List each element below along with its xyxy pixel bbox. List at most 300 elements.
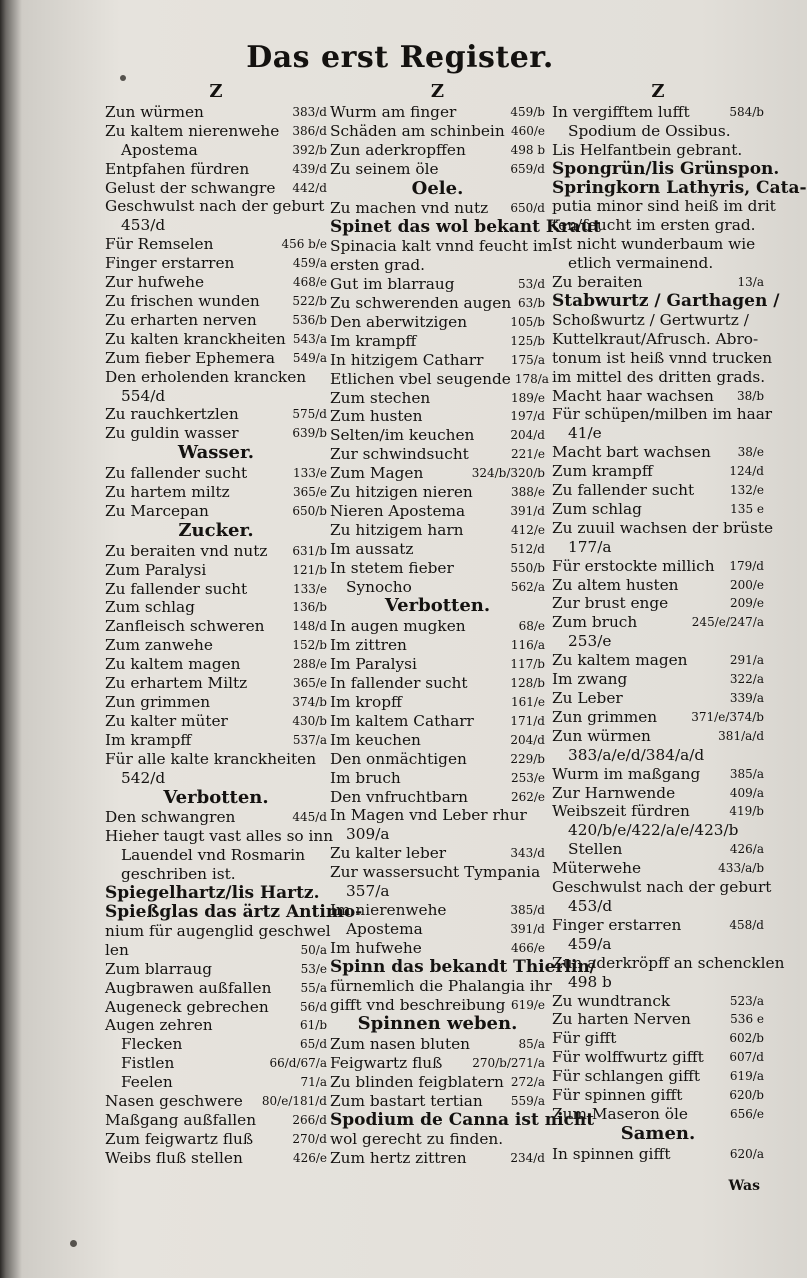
entry-headword <box>105 901 363 922</box>
page-reference: 175/a <box>510 352 545 367</box>
page-reference: 536/b <box>292 312 327 327</box>
index-entry <box>105 1016 327 1035</box>
entry-text: Zu kaltem magen <box>105 655 241 674</box>
page-reference: 161/e <box>510 695 545 709</box>
index-entry <box>330 1035 545 1054</box>
page-reference: 584/b <box>729 104 764 119</box>
index-column-1 <box>105 81 363 1168</box>
page-reference: 466/e <box>510 940 545 955</box>
index-entry <box>330 351 545 370</box>
page-reference: 105/b <box>510 314 545 329</box>
entry-text: Zum krampff <box>552 462 653 481</box>
entry-text: Für spinnen gifft <box>552 1086 683 1105</box>
entry-text: Augeneck gebrechen <box>105 997 269 1016</box>
page-reference: 152/b <box>292 638 327 653</box>
index-entry <box>552 405 773 424</box>
entry-text: Zur Harnwende <box>552 783 676 802</box>
index-entry <box>330 578 545 597</box>
page-reference: 523/a <box>729 993 764 1008</box>
entry-text: Zu fallender sucht <box>552 481 695 500</box>
page-reference: 339/a <box>729 691 764 705</box>
index-entry <box>105 561 327 580</box>
page-reference: 135 e <box>730 501 764 516</box>
index-entry <box>105 827 334 846</box>
page-reference: 288/e <box>292 657 327 672</box>
index-entry <box>552 368 764 387</box>
entry-text: Im krampff <box>330 331 417 350</box>
page-reference: 388/e <box>510 485 545 500</box>
page-reference: 512/d <box>510 541 545 556</box>
entry-text: Zur wassersucht Tympania <box>330 863 541 882</box>
index-entry <box>105 1035 327 1054</box>
page-ref-continuation: 453/d <box>121 216 166 235</box>
index-entry <box>552 1105 764 1124</box>
page-reference: 365/e <box>292 485 327 500</box>
page-title: Das erst Register. <box>246 40 554 75</box>
index-entry <box>330 1073 545 1092</box>
entry-text: Schäden am schinbein <box>330 121 505 140</box>
entry-text: Den vnfruchtbarn <box>330 787 468 806</box>
index-entry <box>330 559 545 578</box>
entry-text: Zum Magen <box>330 464 424 483</box>
index-entry <box>330 256 545 275</box>
page-reference: 80/e/181/d <box>261 1094 327 1109</box>
index-entry <box>552 1067 764 1086</box>
index-entry <box>105 674 327 693</box>
index-entry <box>552 613 764 632</box>
page-reference: 136/b <box>292 600 327 615</box>
entry-text: Zu fallender sucht <box>105 464 248 483</box>
page-reference: 53/d <box>518 277 545 292</box>
index-column-3 <box>552 81 807 1164</box>
entry-text: Im aussatz <box>330 539 414 558</box>
entry-text: Zum stechen <box>330 388 431 407</box>
entry-text: Zum bastart tertian <box>330 1092 483 1111</box>
index-entry <box>552 651 764 670</box>
page-reference: 132/e <box>729 483 764 498</box>
page-reference: 133/e <box>292 581 327 596</box>
page-reference: 63/b <box>518 295 545 310</box>
index-entry <box>552 878 772 897</box>
index-entry <box>330 617 545 636</box>
entry-text: Flecken <box>121 1035 183 1054</box>
entry-text: Zum Maseron öle <box>552 1104 688 1123</box>
index-entry <box>330 160 545 179</box>
entry-text: In spinnen gifft <box>552 1144 671 1163</box>
section-heading: Verbotten. <box>163 786 269 808</box>
entry-text: Maßgang außfallen <box>105 1110 257 1129</box>
index-entry <box>552 500 764 519</box>
index-entry <box>105 979 327 998</box>
entry-text: Im zwang <box>552 670 628 689</box>
page-reference: 38/e <box>737 445 764 460</box>
entry-headword <box>552 290 780 311</box>
ink-spot <box>120 75 126 81</box>
page-reference: 537/a <box>292 732 327 747</box>
page-reference: 562/a <box>510 579 545 594</box>
index-entry <box>330 655 545 674</box>
catchword: Was <box>728 1178 760 1194</box>
page-reference: 322/a <box>729 672 764 687</box>
page-reference: 178/a <box>514 371 549 386</box>
index-entry <box>330 750 545 769</box>
index-entry <box>552 348 773 368</box>
entry-text: wol gerecht zu finden. <box>330 1129 504 1148</box>
index-entry <box>330 540 545 559</box>
section-heading: Z <box>651 81 665 102</box>
entry-text: Zu frischen wunden <box>105 291 260 310</box>
page-reference: 189/e <box>510 390 545 405</box>
entry-headword <box>330 217 601 238</box>
entry-text: Zu fallender sucht <box>105 579 248 598</box>
page-reference: 391/d <box>510 921 545 936</box>
index-entry <box>330 976 552 996</box>
page-reference: 117/b <box>510 657 545 672</box>
entry-text: In vergifftem lufft <box>552 102 690 121</box>
entry-text: Feigwartz fluß <box>330 1054 443 1073</box>
page-reference: 374/b <box>292 695 327 709</box>
entry-text: Apostema <box>346 919 423 938</box>
page-reference: 381/a/d <box>718 728 764 743</box>
page-reference: 549/a <box>292 350 327 365</box>
page-reference: 430/b <box>292 713 327 728</box>
entry-text: Spießglas das ärtz Antimo- <box>105 901 363 922</box>
ink-spot <box>70 1240 77 1247</box>
index-entry <box>105 330 327 349</box>
entry-text: Springkorn Lathyris, Cata- <box>552 177 807 198</box>
entry-text: Weibs fluß stellen <box>105 1148 243 1167</box>
page-reference: 209/e <box>729 596 764 611</box>
index-entry <box>105 693 327 712</box>
entry-text: Nieren Apostema <box>330 501 466 520</box>
page-reference: 125/b <box>510 333 545 348</box>
page-reference: 65/d <box>300 1037 327 1052</box>
page-reference: 171/d <box>510 713 545 728</box>
index-entry <box>552 859 764 878</box>
entry-text: In hitzigem Catharr <box>330 350 484 369</box>
index-entry <box>552 122 764 141</box>
page-reference: 419/b <box>729 804 764 819</box>
entry-text: Zur brust enge <box>552 594 669 613</box>
entry-text: fürnemlich die Phalangia ihr <box>330 976 552 995</box>
entry-headword <box>330 1109 595 1130</box>
entry-text: Lis Helfantbein gebrant. <box>552 140 743 159</box>
entry-text: Kuttelkraut/Afrusch. Abro- <box>552 329 759 348</box>
index-entry <box>552 765 764 784</box>
entry-text: etlich vermainend. <box>568 254 714 273</box>
page-reference: 121/b <box>292 562 327 577</box>
entry-text: Zu seinem öle <box>330 159 439 178</box>
index-entry <box>330 636 545 655</box>
entry-text: Macht haar wachsen <box>552 386 714 405</box>
page-reference: 38/b <box>737 388 764 403</box>
page-reference: 498 b <box>510 142 545 157</box>
index-entry <box>330 483 545 502</box>
index-entry <box>330 445 545 464</box>
entry-text: Zu kalten kranckheiten <box>105 329 286 348</box>
entry-text: Zu erhartem Miltz <box>105 674 248 693</box>
page-reference: 291/a <box>729 653 764 668</box>
entry-text: Fistlen <box>121 1054 175 1073</box>
page-reference: 458/d <box>729 917 764 932</box>
entry-text: Zu Marcepan <box>105 501 209 520</box>
page-reference: 607/d <box>729 1050 764 1065</box>
page-reference: 204/d <box>510 732 545 747</box>
page-reference: 124/d <box>729 464 764 479</box>
page-reference: 433/a/b <box>718 861 764 876</box>
index-entry <box>552 727 764 746</box>
page-reference: 272/a <box>510 1075 545 1090</box>
entry-text: Im zittren <box>330 636 407 655</box>
index-entry <box>552 1010 764 1029</box>
index-entry <box>105 998 327 1017</box>
entry-text: Gut im blarraug <box>330 275 455 294</box>
entry-text: Spodium de Canna ist nicht <box>330 1109 595 1130</box>
page-reference: 133/e <box>292 466 327 481</box>
index-entry <box>552 235 764 254</box>
index-entry <box>330 674 545 693</box>
entry-text: Ist nicht wunderbaum wie <box>552 235 756 254</box>
index-entry <box>105 349 327 368</box>
entry-text: Zum schlag <box>105 598 195 617</box>
entry-text: Den onmächtigen <box>330 749 467 768</box>
entry-text: Zu hitzigen nieren <box>330 483 473 502</box>
index-entry <box>330 731 545 750</box>
index-entry <box>330 332 545 351</box>
index-entry <box>105 235 327 254</box>
entry-text: Für alle kalte kranckheiten <box>105 749 317 768</box>
entry-text: Augbrawen außfallen <box>105 978 272 997</box>
entry-text: Geschwulst nach der geburt <box>552 878 772 897</box>
page-reference: 324/b/320/b <box>471 466 545 481</box>
index-entry <box>105 712 327 731</box>
index-entry <box>552 103 764 122</box>
page-ref-continuation: 542/d <box>121 768 166 787</box>
entry-text: putia minor sind heiß im drit <box>552 197 776 216</box>
index-entry <box>330 275 545 294</box>
index-entry <box>330 1054 545 1073</box>
page-ref-continuation: 177/a <box>568 537 612 556</box>
index-entry <box>105 960 327 979</box>
page-reference: 128/b <box>510 676 545 691</box>
index-entry <box>552 840 764 859</box>
entry-text: Im keuchen <box>330 730 421 749</box>
entry-text: Zu kalter leber <box>330 844 447 863</box>
index-entry <box>552 576 764 595</box>
section-heading: Spinnen weben. <box>357 1013 518 1035</box>
page-reference: 385/d <box>510 902 545 917</box>
index-entry <box>552 462 764 481</box>
index-entry <box>330 939 545 958</box>
entry-text: Zu beraiten vnd nutz <box>105 541 268 560</box>
index-entry <box>105 1073 327 1092</box>
index-entry <box>105 424 327 443</box>
entry-headword <box>552 158 780 179</box>
entry-text: tonum ist heiß vnnd trucken <box>552 348 773 367</box>
index-entry <box>330 1149 545 1168</box>
index-entry <box>330 693 545 712</box>
index-entry <box>552 992 764 1011</box>
page-reference: 409/a <box>729 785 764 800</box>
index-entry <box>105 197 327 216</box>
index-entry <box>330 103 545 122</box>
entry-text: Spiegelhartz/lis Hartz. <box>105 883 320 904</box>
index-entry <box>105 141 327 160</box>
entry-text: Zur hufwehe <box>105 273 205 292</box>
entry-text: Zun grimmen <box>552 707 658 726</box>
index-entry <box>105 254 327 273</box>
index-entry <box>552 708 764 727</box>
entry-text: Zu beraiten <box>552 273 643 292</box>
index-entry <box>330 464 545 483</box>
page-reference: 221/e <box>510 447 545 462</box>
entry-text: Für gifft <box>552 1029 617 1048</box>
page-reference: 650/b <box>292 503 327 518</box>
page-reference: 148/d <box>292 619 327 634</box>
entry-text: In Magen vnd Leber rhur <box>330 806 527 825</box>
index-entry <box>105 655 327 674</box>
index-entry <box>330 313 545 332</box>
entry-text: Spinet das wol bekant Kraut <box>330 217 601 238</box>
page-reference: 200/e <box>729 577 764 592</box>
page-reference: 385/a <box>729 766 764 781</box>
page-reference: 197/d <box>510 409 545 424</box>
entry-text: Zum Paralysi <box>105 560 207 579</box>
page-reference: 619/a <box>729 1069 764 1084</box>
page-ref-continuation: 554/d <box>121 386 166 405</box>
entry-text: Apostema <box>121 140 198 159</box>
page-reference: 53/e <box>300 961 327 976</box>
page-reference: 619/e <box>510 997 545 1012</box>
page-reference: 602/b <box>729 1031 764 1046</box>
index-entry <box>330 122 545 141</box>
entry-text: Im kaltem Catharr <box>330 711 474 730</box>
page-reference: 536 e <box>730 1012 764 1027</box>
index-entry <box>552 670 764 689</box>
page-reference: 66/d/67/a <box>269 1056 327 1071</box>
index-entry <box>105 483 327 502</box>
page-reference: 383/d <box>292 104 327 119</box>
entry-text: Wurm im maßgang <box>552 764 701 783</box>
page-reference: 550/b <box>510 560 545 575</box>
entry-text: Schoßwurtz / Gertwurtz / <box>552 310 749 329</box>
entry-text: In fallender sucht <box>330 674 468 693</box>
entry-text: Nasen geschwere <box>105 1092 243 1111</box>
index-entry <box>105 368 327 387</box>
page-reference: 445/d <box>292 810 327 825</box>
entry-text: Zanfleisch schweren <box>105 617 265 636</box>
page-reference: 412/e <box>510 522 545 537</box>
page-reference: 262/e <box>510 789 545 804</box>
index-entry <box>105 542 327 561</box>
index-entry <box>330 141 545 160</box>
page-ref-continuation: 498 b <box>568 972 612 991</box>
section-heading: Z <box>209 81 223 102</box>
entry-text: Zu kaltem nierenwehe <box>105 121 280 140</box>
index-entry <box>552 594 764 613</box>
page-ref-continuation: geschriben ist. <box>121 865 236 884</box>
entry-text: Den aberwitzigen <box>330 312 468 331</box>
entry-text: Zum nasen bluten <box>330 1035 471 1054</box>
entry-text: len <box>105 940 129 959</box>
page-reference: 468/e <box>292 275 327 290</box>
index-entry <box>330 901 545 920</box>
index-entry <box>330 369 549 389</box>
index-entry <box>552 557 764 576</box>
index-entry <box>552 481 764 500</box>
entry-text: Zun grimmen <box>105 693 211 711</box>
entry-text: Wurm am finger <box>330 102 457 121</box>
section-heading: Verbotten. <box>384 595 491 617</box>
page-reference: 620/a <box>729 1146 764 1161</box>
index-entry <box>330 199 545 218</box>
page-reference: 55/a <box>300 980 327 995</box>
page-ref-continuation: 357/a <box>346 882 390 901</box>
entry-text: Zum fieber Ephemera <box>105 348 275 367</box>
entry-text: Zum hertz zittren <box>330 1148 467 1167</box>
index-entry <box>552 916 764 935</box>
entry-text: nium für augenglid geschwel <box>105 921 331 940</box>
index-entry <box>552 953 785 973</box>
index-entry <box>552 1086 764 1105</box>
page-reference: 392/b <box>292 142 327 157</box>
section-heading: Z <box>430 81 445 102</box>
index-entry <box>552 141 764 160</box>
index-entry <box>552 216 764 235</box>
entry-text: Zum zanwehe <box>105 636 213 655</box>
index-entry <box>330 1130 545 1149</box>
page-ref-continuation: 383/a/e/d/384/a/d <box>568 745 705 764</box>
page-reference: 85/a <box>518 1037 545 1052</box>
page-ref-continuation: 459/a <box>568 934 612 953</box>
page-reference: 522/b <box>292 293 327 308</box>
entry-text: Zu Leber <box>552 689 623 707</box>
page-reference: 56/d <box>300 999 327 1014</box>
entry-text: Zu kaltem magen <box>552 651 688 670</box>
index-entry <box>105 941 327 960</box>
entry-text: im mittel des dritten grads. <box>552 367 766 386</box>
index-entry <box>552 330 764 349</box>
entry-text: Zu guldin wasser <box>105 424 239 443</box>
page-reference: 365/e <box>292 676 327 691</box>
page-reference: 656/e <box>729 1106 764 1121</box>
index-entry <box>105 750 327 769</box>
page-reference: 179/d <box>729 558 764 573</box>
entry-text: Spodium de Ossibus. <box>568 121 731 140</box>
index-entry <box>552 197 776 216</box>
page-reference: 631/b <box>292 543 327 558</box>
index-entry <box>552 1145 764 1164</box>
index-entry <box>105 273 327 292</box>
index-entry <box>330 863 545 882</box>
entry-text: Zum schlag <box>552 499 642 518</box>
entry-text: Entpfahen fürdren <box>105 159 250 178</box>
entry-text: In augen mugken <box>330 617 466 636</box>
page-ref-continuation: 309/a <box>346 825 390 844</box>
entry-text: Zu altem husten <box>552 575 679 594</box>
index-entry <box>105 1092 327 1111</box>
index-entry <box>552 273 764 292</box>
page-reference: 456 b/e <box>281 237 327 252</box>
index-entry <box>105 1054 327 1073</box>
index-entry <box>330 426 545 445</box>
entry-text: Synocho <box>346 577 412 596</box>
section-heading: Zucker. <box>178 519 254 541</box>
entry-text: Zum feigwartz fluß <box>105 1129 254 1148</box>
entry-text: ten/feucht im ersten grad. <box>552 216 756 235</box>
entry-text: Zun würmen <box>105 102 204 121</box>
index-entry <box>552 689 764 708</box>
